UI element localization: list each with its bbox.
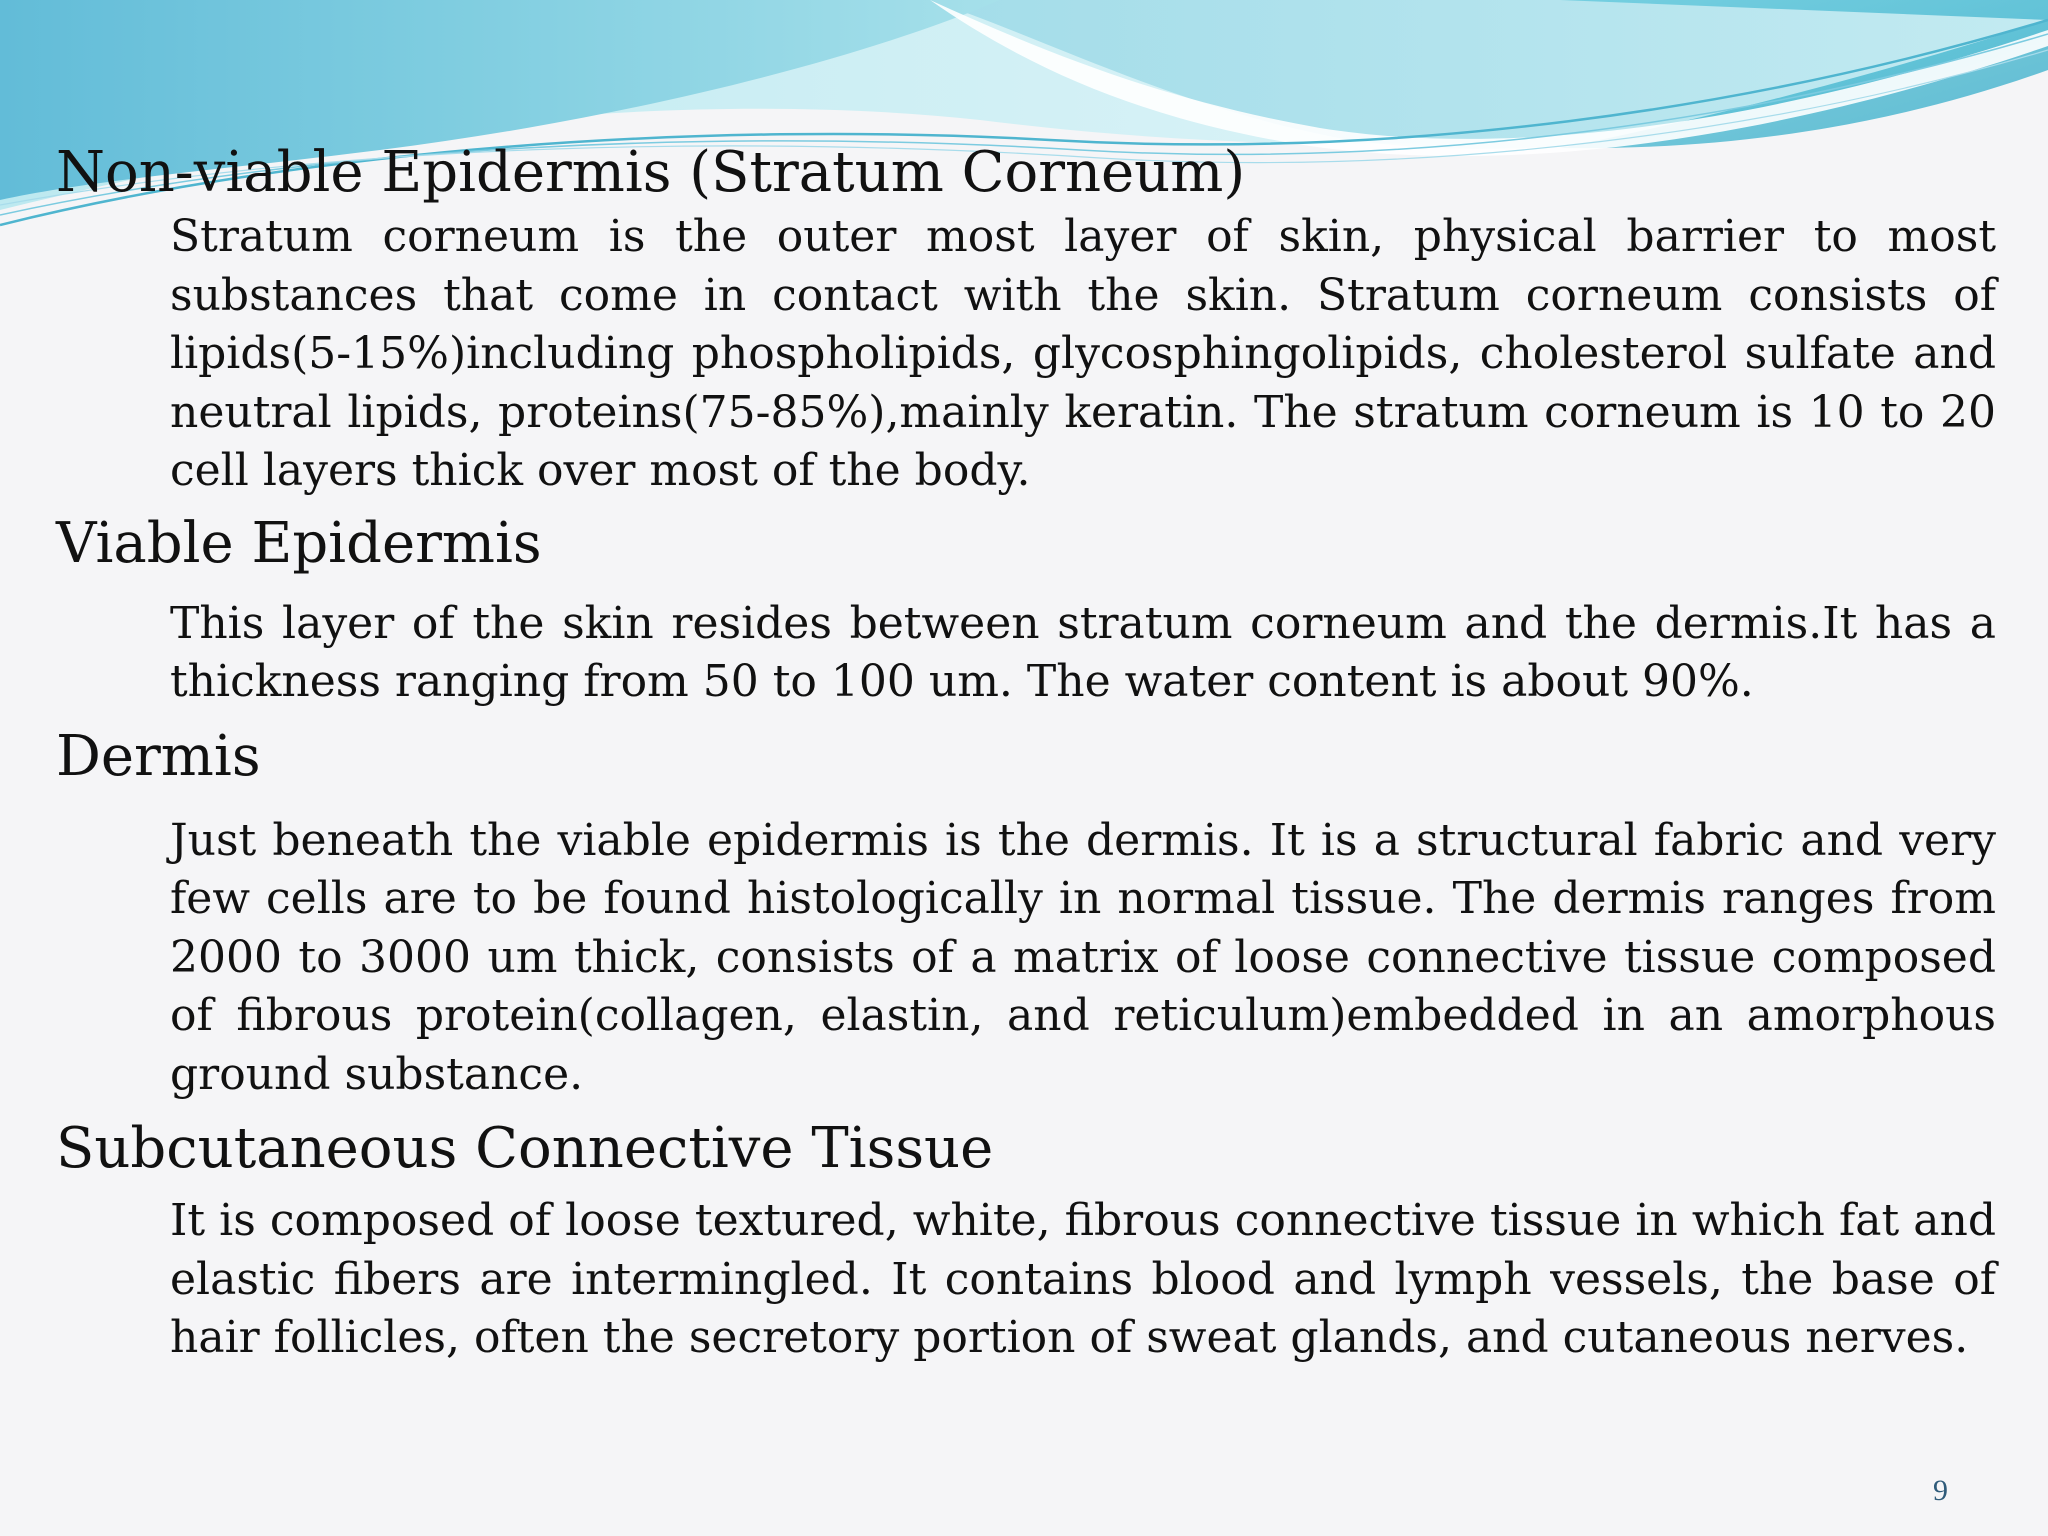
section-heading-viable-epidermis: Viable Epidermis — [56, 510, 542, 576]
section-heading-dermis: Dermis — [56, 723, 261, 789]
section-heading-non-viable-epidermis: Non-viable Epidermis (Stratum Corneum) — [56, 140, 1246, 205]
section-body-dermis: Just beneath the viable epidermis is the dermis. It is a structural fabric and very few cells are to be found histologically in normal tissue. The dermis ranges from 2000 to 3000 um thick, consists of a matrix of loose connective tissue composed of fibrous protein(collagen, elastin, and reticulum)embedded in an amorphous ground substance. — [170, 814, 1996, 1100]
slide-content — [56, 140, 1996, 1368]
section-heading-subcutaneous-tissue: Subcutaneous Connective Tissue — [56, 1116, 994, 1181]
section-body-subcutaneous-tissue: It is composed of loose textured, white, fibrous connective tissue in which fat and elastic fibers are intermingled. It contains blood and lymph vessels, the base of hair follicles, often the secretory portion of sweat glands, and cutaneous nerves. — [170, 1195, 1996, 1363]
page-number: 9 — [1933, 1474, 1948, 1507]
section-body-non-viable-epidermis: Stratum corneum is the outer most layer of skin, physical barrier to most substances that come in contact with the skin. Stratum corneum consists of lipids(5-15%)including phospholipids, glycosphingolipids, cholesterol sulfate and neutral lipids, proteins(75-85%),mainly keratin. The stratum corneum is 10 to 20 cell layers thick over most of the body. — [170, 211, 1996, 496]
section-body-viable-epidermis: This layer of the skin resides between stratum corneum and the dermis.It has a thickness ranging from 50 to 100 um. The water content is about 90%. — [170, 597, 1996, 707]
